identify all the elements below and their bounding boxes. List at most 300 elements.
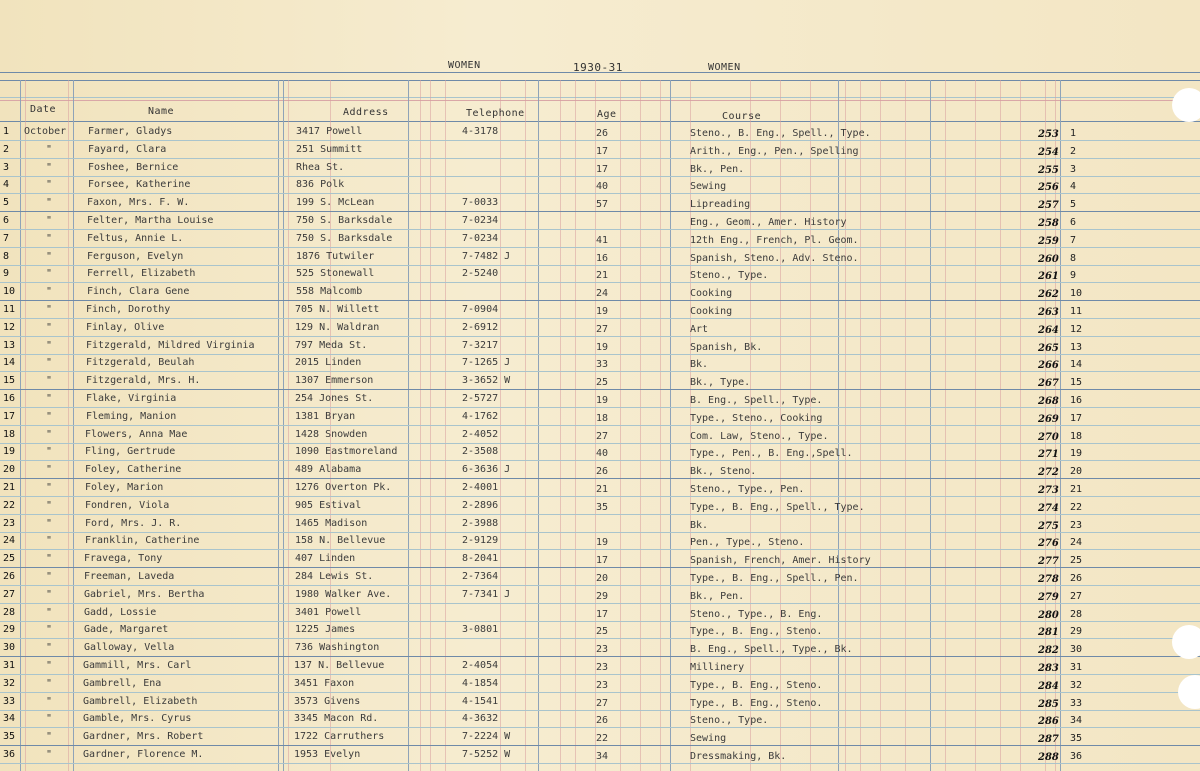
row-date: " — [46, 696, 53, 707]
row-telephone: 7-0904 — [462, 304, 499, 315]
row-course: Steno., Type., B. Eng. — [690, 609, 823, 620]
row-rule — [0, 158, 1200, 159]
row-date: October — [24, 126, 67, 137]
row-age: 40 — [596, 448, 609, 459]
row-index: 11 — [1070, 306, 1083, 317]
row-date: " — [46, 553, 53, 564]
row-date: " — [46, 518, 53, 529]
row-age: 35 — [596, 502, 609, 513]
row-index: 18 — [1070, 431, 1083, 442]
line-number: 24 — [3, 535, 16, 546]
row-serial-number: 280 — [1038, 610, 1059, 621]
row-telephone: 2-4052 — [462, 429, 499, 440]
row-course: Type., B. Eng., Spell., Pen. — [690, 573, 859, 584]
row-telephone: 2-3508 — [462, 446, 499, 457]
row-index: 36 — [1070, 751, 1083, 762]
column-header-date: Date — [30, 104, 57, 115]
row-rule — [0, 585, 1200, 586]
row-age: 17 — [596, 146, 609, 157]
row-rule — [0, 282, 1200, 283]
row-telephone: 2-4001 — [462, 482, 499, 493]
row-index: 27 — [1070, 591, 1083, 602]
row-name: Freeman, Laveda — [84, 571, 175, 582]
row-rule — [0, 389, 1200, 390]
row-course: Bk. — [690, 359, 709, 370]
row-name: Fitzgerald, Mrs. H. — [86, 375, 201, 386]
row-name: Ford, Mrs. J. R. — [85, 518, 182, 529]
row-date: " — [46, 749, 53, 760]
line-number: 2 — [3, 144, 10, 155]
row-address: 1722 Carruthers — [294, 731, 385, 742]
line-number: 8 — [3, 251, 10, 262]
row-age: 27 — [596, 324, 609, 335]
line-number: 36 — [3, 749, 16, 760]
header-year: 1930-31 — [573, 61, 623, 74]
row-serial-number: 266 — [1038, 360, 1059, 371]
row-index: 20 — [1070, 466, 1083, 477]
line-number: 6 — [3, 215, 10, 226]
row-course: Type., B. Eng., Steno. — [690, 680, 823, 691]
row-date: " — [46, 215, 53, 226]
row-index: 3 — [1070, 164, 1077, 175]
row-name: Gambrell, Ena — [83, 678, 162, 689]
row-index: 5 — [1070, 199, 1077, 210]
row-rule — [0, 425, 1200, 426]
row-name: Gambrell, Elizabeth — [83, 696, 198, 707]
row-rule — [0, 478, 1200, 479]
line-number: 25 — [3, 553, 16, 564]
row-index: 32 — [1070, 680, 1083, 691]
row-serial-number: 288 — [1038, 752, 1059, 763]
row-date: " — [46, 731, 53, 742]
row-address: 836 Polk — [296, 179, 345, 190]
row-rule — [0, 532, 1200, 533]
row-course: Art — [690, 324, 709, 335]
row-name: Fitzgerald, Beulah — [86, 357, 195, 368]
row-course: Sewing — [690, 181, 727, 192]
line-number: 19 — [3, 446, 16, 457]
row-date: " — [46, 304, 53, 315]
row-name: Finlay, Olive — [86, 322, 165, 333]
row-date: " — [46, 251, 53, 262]
row-rule — [0, 354, 1200, 355]
row-date: " — [46, 624, 53, 635]
row-course: Eng., Geom., Amer. History — [690, 217, 847, 228]
row-name: Gardner, Florence M. — [83, 749, 204, 760]
row-date: " — [46, 197, 53, 208]
row-serial-number: 273 — [1038, 485, 1059, 496]
row-serial-number: 269 — [1038, 414, 1059, 425]
row-serial-number: 281 — [1038, 627, 1059, 638]
row-course: Bk., Type. — [690, 377, 751, 388]
row-rule — [0, 603, 1200, 604]
row-serial-number: 257 — [1038, 200, 1059, 211]
row-name: Faxon, Mrs. F. W. — [87, 197, 190, 208]
row-serial-number: 276 — [1038, 538, 1059, 549]
row-address: 2015 Linden — [295, 357, 362, 368]
row-date: " — [46, 429, 53, 440]
line-number: 30 — [3, 642, 16, 653]
row-age: 17 — [596, 164, 609, 175]
row-name: Ferrell, Elizabeth — [87, 268, 196, 279]
row-address: 3573 Givens — [294, 696, 361, 707]
punch-hole — [1172, 625, 1200, 659]
row-date: " — [46, 713, 53, 724]
row-course: Cooking — [690, 306, 733, 317]
row-name: Ferguson, Evelyn — [87, 251, 184, 262]
row-index: 22 — [1070, 502, 1083, 513]
line-number: 31 — [3, 660, 16, 671]
row-address: Rhea St. — [296, 162, 345, 173]
row-telephone: 7-7482 J — [462, 251, 511, 262]
row-index: 33 — [1070, 698, 1083, 709]
row-index: 15 — [1070, 377, 1083, 388]
row-age: 17 — [596, 555, 609, 566]
row-index: 31 — [1070, 662, 1083, 673]
row-date: " — [46, 500, 53, 511]
row-date: " — [46, 660, 53, 671]
row-index: 9 — [1070, 270, 1077, 281]
line-number: 20 — [3, 464, 16, 475]
row-age: 57 — [596, 199, 609, 210]
row-course: Steno., Type. — [690, 270, 769, 281]
row-serial-number: 256 — [1038, 182, 1059, 193]
row-course: Com. Law, Steno., Type. — [690, 431, 829, 442]
row-course: Millinery — [690, 662, 745, 673]
row-age: 26 — [596, 128, 609, 139]
row-age: 33 — [596, 359, 609, 370]
row-course: Cooking — [690, 288, 733, 299]
row-address: 129 N. Waldran — [295, 322, 380, 333]
row-date: " — [46, 482, 53, 493]
row-course: Bk., Steno. — [690, 466, 757, 477]
row-name: Fitzgerald, Mildred Virginia — [86, 340, 255, 351]
line-number: 15 — [3, 375, 16, 386]
row-name: Gadd, Lossie — [84, 607, 157, 618]
row-address: 158 N. Bellevue — [295, 535, 386, 546]
row-name: Felter, Martha Louise — [87, 215, 214, 226]
line-number: 12 — [3, 322, 16, 333]
row-serial-number: 253 — [1038, 129, 1059, 140]
row-rule — [0, 763, 1200, 764]
row-serial-number: 254 — [1038, 147, 1059, 158]
row-telephone: 4-1854 — [462, 678, 499, 689]
row-rule — [0, 621, 1200, 622]
line-number: 10 — [3, 286, 16, 297]
row-date: " — [46, 144, 53, 155]
row-course: Dressmaking, Bk. — [690, 751, 787, 762]
row-date: " — [46, 678, 53, 689]
row-index: 35 — [1070, 733, 1083, 744]
column-header-address: Address — [343, 107, 389, 118]
row-index: 2 — [1070, 146, 1077, 157]
row-telephone: 7-0234 — [462, 233, 499, 244]
row-rule — [0, 710, 1200, 711]
row-index: 13 — [1070, 342, 1083, 353]
row-address: 284 Lewis St. — [295, 571, 374, 582]
line-number: 33 — [3, 696, 16, 707]
row-serial-number: 279 — [1038, 592, 1059, 603]
line-number: 32 — [3, 678, 16, 689]
row-address: 3451 Faxon — [294, 678, 355, 689]
row-date: " — [46, 162, 53, 173]
row-serial-number: 284 — [1038, 681, 1059, 692]
row-date: " — [46, 357, 53, 368]
row-address: 199 S. McLean — [296, 197, 375, 208]
row-date: " — [46, 607, 53, 618]
row-rule — [0, 407, 1200, 408]
row-name: Gamble, Mrs. Cyrus — [83, 713, 192, 724]
row-rule — [0, 140, 1200, 141]
column-header-course: Course — [722, 111, 762, 122]
column-header-age: Age — [597, 109, 617, 120]
row-date: " — [46, 393, 53, 404]
row-serial-number: 264 — [1038, 325, 1059, 336]
row-serial-number: 287 — [1038, 734, 1059, 745]
row-rule — [0, 549, 1200, 550]
line-number: 22 — [3, 500, 16, 511]
row-rule — [0, 460, 1200, 461]
row-age: 18 — [596, 413, 609, 424]
row-date: " — [46, 642, 53, 653]
row-date: " — [46, 268, 53, 279]
row-course: Bk. — [690, 520, 709, 531]
row-address: 750 S. Barksdale — [296, 233, 393, 244]
row-age: 27 — [596, 431, 609, 442]
row-age: 23 — [596, 662, 609, 673]
row-telephone: 4-1541 — [462, 696, 499, 707]
row-telephone: 7-7341 J — [462, 589, 511, 600]
row-age: 27 — [596, 698, 609, 709]
line-number: 16 — [3, 393, 16, 404]
row-address: 3417 Powell — [296, 126, 363, 137]
row-rule — [0, 371, 1200, 372]
row-serial-number: 285 — [1038, 699, 1059, 710]
column-header-name: Name — [148, 106, 175, 117]
row-course: Type., B. Eng., Spell., Type. — [690, 502, 865, 513]
line-number: 4 — [3, 179, 10, 190]
row-course: Lipreading — [690, 199, 751, 210]
row-date: " — [46, 411, 53, 422]
row-address: 797 Meda St. — [295, 340, 368, 351]
row-rule — [0, 265, 1200, 266]
row-address: 905 Estival — [295, 500, 362, 511]
row-serial-number: 272 — [1038, 467, 1059, 478]
row-course: B. Eng., Spell., Type. — [690, 395, 823, 406]
row-course: Type., Pen., B. Eng.,Spell. — [690, 448, 853, 459]
row-age: 17 — [596, 609, 609, 620]
row-date: " — [46, 464, 53, 475]
row-course: Type., Steno., Cooking — [690, 413, 823, 424]
row-telephone: 2-3988 — [462, 518, 499, 529]
row-rule — [0, 443, 1200, 444]
row-address: 1276 Overton Pk. — [295, 482, 392, 493]
line-number: 1 — [3, 126, 10, 137]
line-number: 27 — [3, 589, 16, 600]
row-address: 750 S. Barksdale — [296, 215, 393, 226]
row-age: 21 — [596, 484, 609, 495]
row-address: 736 Washington — [295, 642, 380, 653]
row-serial-number: 255 — [1038, 165, 1059, 176]
row-course: Sewing — [690, 733, 727, 744]
row-course: Spanish, Bk. — [690, 342, 763, 353]
row-telephone: 4-3632 — [462, 713, 499, 724]
row-telephone: 7-3217 — [462, 340, 499, 351]
row-name: Fravega, Tony — [84, 553, 163, 564]
row-serial-number: 278 — [1038, 574, 1059, 585]
row-telephone: 4-1762 — [462, 411, 499, 422]
row-rule — [0, 229, 1200, 230]
row-name: Fondren, Viola — [85, 500, 170, 511]
row-index: 29 — [1070, 626, 1083, 637]
row-course: Steno., Type. — [690, 715, 769, 726]
line-number: 7 — [3, 233, 10, 244]
row-date: " — [46, 286, 53, 297]
row-rule — [0, 336, 1200, 337]
row-name: Foley, Marion — [85, 482, 164, 493]
row-serial-number: 258 — [1038, 218, 1059, 229]
row-age: 23 — [596, 680, 609, 691]
row-address: 3345 Macon Rd. — [294, 713, 379, 724]
row-course: Bk., Pen. — [690, 164, 745, 175]
row-name: Gabriel, Mrs. Bertha — [84, 589, 205, 600]
row-date: " — [46, 179, 53, 190]
row-rule — [0, 318, 1200, 319]
row-address: 137 N. Bellevue — [294, 660, 385, 671]
row-address: 489 Alabama — [295, 464, 362, 475]
row-age: 19 — [596, 537, 609, 548]
row-address: 407 Linden — [295, 553, 356, 564]
row-age: 29 — [596, 591, 609, 602]
row-date: " — [46, 571, 53, 582]
row-rule — [0, 656, 1200, 657]
line-number: 21 — [3, 482, 16, 493]
row-name: Fling, Gertrude — [85, 446, 176, 457]
row-name: Fleming, Manion — [86, 411, 177, 422]
row-index: 7 — [1070, 235, 1077, 246]
row-index: 17 — [1070, 413, 1083, 424]
row-index: 4 — [1070, 181, 1077, 192]
row-name: Foshee, Bernice — [88, 162, 179, 173]
row-address: 1465 Madison — [295, 518, 368, 529]
row-serial-number: 265 — [1038, 343, 1059, 354]
row-address: 1980 Walker Ave. — [295, 589, 392, 600]
row-course: 12th Eng., French, Pl. Geom. — [690, 235, 859, 246]
row-telephone: 7-0234 — [462, 215, 499, 226]
row-date: " — [46, 446, 53, 457]
row-address: 254 Jones St. — [295, 393, 374, 404]
row-telephone: 2-2896 — [462, 500, 499, 511]
row-course: Pen., Type., Steno. — [690, 537, 805, 548]
row-age: 26 — [596, 715, 609, 726]
row-address: 1953 Evelyn — [294, 749, 361, 760]
row-name: Forsee, Katherine — [88, 179, 191, 190]
row-telephone: 7-2224 W — [462, 731, 511, 742]
row-index: 23 — [1070, 520, 1083, 531]
row-telephone: 6-3636 J — [462, 464, 511, 475]
row-rule — [0, 176, 1200, 177]
row-rule — [0, 211, 1200, 212]
line-number: 23 — [3, 518, 16, 529]
row-serial-number: 268 — [1038, 396, 1059, 407]
row-serial-number: 283 — [1038, 663, 1059, 674]
row-serial-number: 261 — [1038, 271, 1059, 282]
row-course: Spanish, Steno., Adv. Steno. — [690, 253, 859, 264]
row-serial-number: 260 — [1038, 254, 1059, 265]
row-name: Franklin, Catherine — [85, 535, 200, 546]
row-serial-number: 262 — [1038, 289, 1059, 300]
row-rule — [0, 567, 1200, 568]
row-serial-number: 275 — [1038, 521, 1059, 532]
header-women-right: WOMEN — [708, 62, 741, 73]
row-age: 40 — [596, 181, 609, 192]
row-index: 8 — [1070, 253, 1077, 264]
row-index: 25 — [1070, 555, 1083, 566]
row-name: Finch, Dorothy — [86, 304, 171, 315]
row-rule — [0, 638, 1200, 639]
line-number: 18 — [3, 429, 16, 440]
row-date: " — [46, 375, 53, 386]
row-name: Fayard, Clara — [88, 144, 167, 155]
line-number: 17 — [3, 411, 16, 422]
row-serial-number: 274 — [1038, 503, 1059, 514]
row-age: 25 — [596, 377, 609, 388]
row-index: 6 — [1070, 217, 1077, 228]
row-telephone: 8-2041 — [462, 553, 499, 564]
row-course: Bk., Pen. — [690, 591, 745, 602]
row-name: Finch, Clara Gene — [87, 286, 190, 297]
row-rule — [0, 674, 1200, 675]
row-serial-number: 282 — [1038, 645, 1059, 656]
row-rule — [0, 514, 1200, 515]
row-rule — [0, 496, 1200, 497]
row-age: 19 — [596, 342, 609, 353]
row-index: 34 — [1070, 715, 1083, 726]
row-index: 12 — [1070, 324, 1083, 335]
row-age: 23 — [596, 644, 609, 655]
row-telephone: 2-5727 — [462, 393, 499, 404]
line-number: 3 — [3, 162, 10, 173]
row-address: 525 Stonewall — [296, 268, 375, 279]
row-telephone: 2-5240 — [462, 268, 499, 279]
line-number: 14 — [3, 357, 16, 368]
row-date: " — [46, 589, 53, 600]
row-address: 1090 Eastmoreland — [295, 446, 398, 457]
line-number: 26 — [3, 571, 16, 582]
row-course: Type., B. Eng., Steno. — [690, 698, 823, 709]
row-age: 20 — [596, 573, 609, 584]
row-name: Farmer, Gladys — [88, 126, 173, 137]
row-rule — [0, 300, 1200, 301]
row-age: 41 — [596, 235, 609, 246]
row-age: 19 — [596, 395, 609, 406]
row-course: Type., B. Eng., Steno. — [690, 626, 823, 637]
row-name: Foley, Catherine — [85, 464, 182, 475]
row-index: 24 — [1070, 537, 1083, 548]
line-number: 5 — [3, 197, 10, 208]
row-course: Steno., Type., Pen. — [690, 484, 805, 495]
row-address: 558 Malcomb — [296, 286, 363, 297]
row-address: 1307 Emmerson — [295, 375, 374, 386]
row-address: 251 Summitt — [296, 144, 363, 155]
row-telephone: 3-0801 — [462, 624, 499, 635]
row-rule — [0, 692, 1200, 693]
punch-hole — [1172, 88, 1200, 122]
line-number: 9 — [3, 268, 10, 279]
row-telephone: 7-5252 W — [462, 749, 511, 760]
line-number: 11 — [3, 304, 16, 315]
row-index: 21 — [1070, 484, 1083, 495]
